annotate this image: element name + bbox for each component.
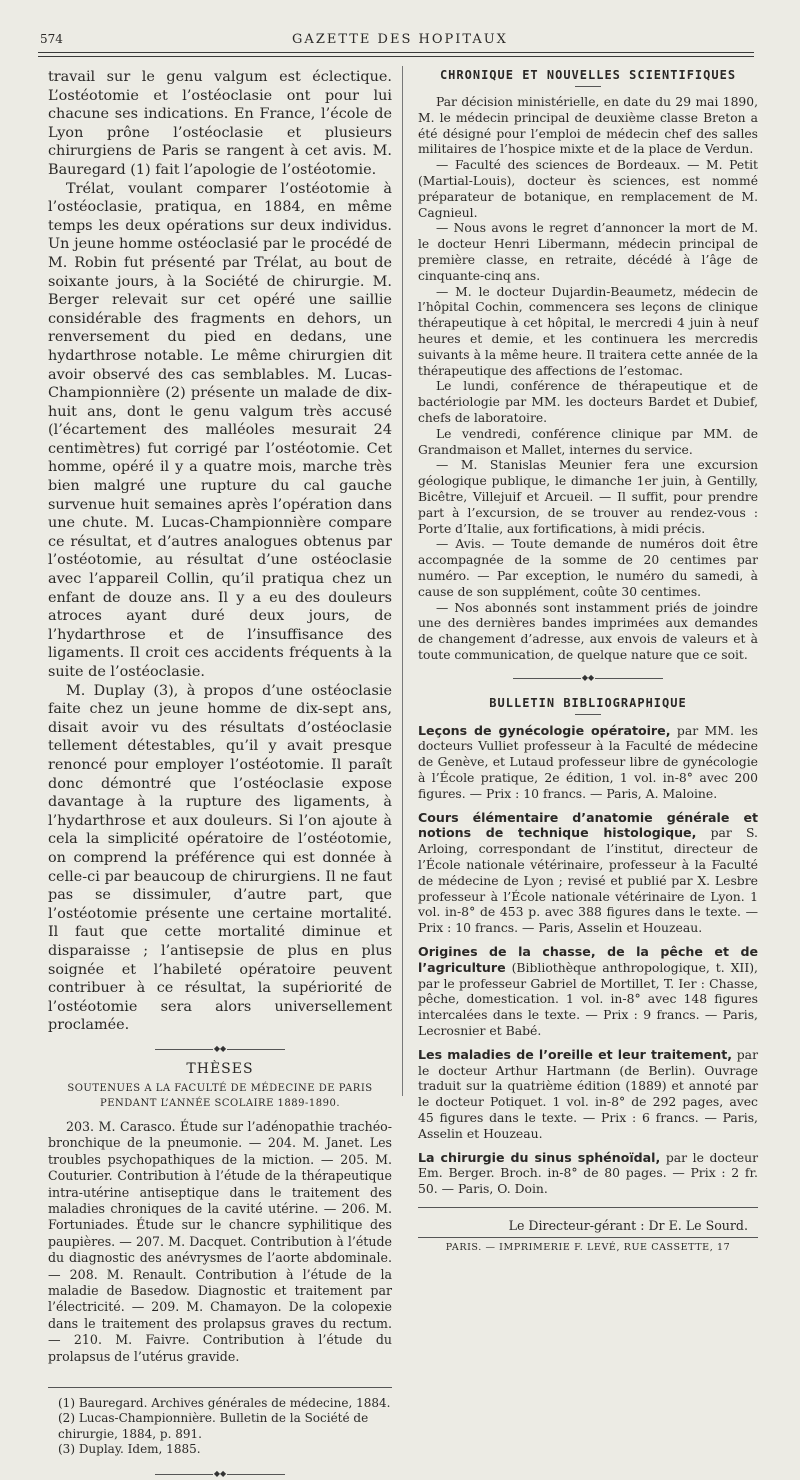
ornament-divider: ◆◆ xyxy=(513,674,663,684)
footnote: (1) Bauregard. Archives générales de médecine, 1884. xyxy=(58,1395,391,1410)
news-paragraph: — Nous avons le regret d’annoncer la mort de M. le docteur Henri Libermann, médecin principal de première classe, en retraite, décédé à l’âge de cinquante-cinq ans. xyxy=(418,221,758,283)
footnote: (3) Duplay. Idem, 1885. xyxy=(58,1442,201,1457)
news-paragraph: — Avis. — Toute demande de numéros doit être accompagnée de la somme de 20 centimes par numéro. — Par exception, le numéro du samedi, à cause de son supplément, coûte 30 centimes. xyxy=(418,537,758,599)
chronique-heading: CHRONIQUE ET NOUVELLES SCIENTIFIQUES xyxy=(439,68,737,82)
book-title: Cours élémentaire d’anatomie générale et notions de technique histologique, xyxy=(418,809,758,841)
news-paragraph: — M. Stanislas Meunier fera une excursion géologique publique, le dimanche 1er juin, à Gentilly, Bicêtre, Villejuif et Arcueil. — Il suffit, pour prendre part à l’excursion, de se trouver au rendez-vous : Porte d’Italie, aux fortifications, à midi précis. xyxy=(418,458,758,536)
header-rule-double xyxy=(38,56,754,57)
theses-subtitle: SOUTENUES A LA FACULTÉ DE MÉDECINE DE PARIS xyxy=(67,1082,373,1094)
bibliography-entry xyxy=(418,1150,758,1197)
book-title: Leçons de gynécologie opératoire, xyxy=(418,722,671,738)
theses-heading: THÈSES xyxy=(186,1060,254,1077)
journal-title: GAZETTE DES HOPITAUX xyxy=(292,32,508,47)
header-rule xyxy=(38,52,754,53)
page-number: 574 xyxy=(40,32,63,46)
heading-rule xyxy=(575,86,601,87)
book-title: La chirurgie du sinus sphénoïdal, xyxy=(418,1149,661,1165)
book-details: par MM. les docteurs Vulliet professeur à la Faculté de médecine de Genève, et Lutaud professeur libre de gynécologie à l’École pratique, 2e édition, 1 vol. in-8° avec 200 figures. — Prix : 10 francs. — Paris, A. Maloine. xyxy=(418,722,758,801)
article-body xyxy=(48,68,392,1035)
printer-imprint: PARIS. — IMPRIMERIE F. LEVÉ, RUE CASSETTE, 17 xyxy=(445,1242,731,1253)
theses-list: 203. M. Carasco. Étude sur l’adénopathie trachéo-bronchique de la pneumonie. — 204. M. Janet. Les troubles psychopathiques de la miction. — 205. M. Couturier. Contribution à l’étude de la thérapeutique intra-utérine antiseptique dans le traitement des maladies chroniques de la cavité utérine. — 206. M. Fortuniades. Étude sur le chancre syphilitique des paupières. — 207. M. Dacquet. Contribution à l’étude du diagnostic des anévrysmes de l’aorte abdominale. — 208. M. Renault. Contribution à l’étude de la maladie de Basedow. Diagnostic et traitement par l’électricité. — 209. M. Chamayon. De la colopexie dans le traitement des prolapsus graves du rectum. — 210. M. Faivre. Contribution à l’étude du prolapsus de l’utérus gravide. xyxy=(48,1118,392,1364)
article-paragraph: M. Duplay (3), à propos d’une ostéoclasie faite chez un jeune homme de dix-sept ans, disait avoir vu des résultats d’ostéoclasie tellement détestables, qu’il y avait presque renoncé pour employer l’ostéotomie. Il paraît donc démontré que l’ostéoclasie expose davantage à la rupture des ligaments, à l’hydarthrose et aux douleurs. Si l’on ajoute à cela la simplicité opératoire de l’ostéotomie, on comprend la préférence qui est donnée à celle-ci par beaucoup de chirurgiens. Il ne faut pas se dissimuler, d’autre part, que l’ostéotomie présente une certaine mortalité. Il faut que cette mortalité diminue et disparaisse ; l’antisepsie de plus en plus soignée et l’habileté opératoire peuvent contribuer à ce résultat, la supériorité de l’ostéotomie sera alors universellement proclamée. xyxy=(48,682,392,1034)
book-details: (Bibliothèque anthropologique, t. XII), par le professeur Gabriel de Mortillet, T. Ier : Chasse, pêche, domestication. 1 vol. in-8° avec 148 figures intercalées dans le texte. — Prix : 9 francs. — Paris, Lecrosnier et Babé. xyxy=(418,959,758,1039)
bibliography-entry xyxy=(418,723,758,802)
printer-rule xyxy=(418,1237,758,1238)
book-title: Les maladies de l’oreille et leur traitement, xyxy=(418,1046,733,1062)
news-paragraph: Le vendredi, conférence clinique par MM. de Grandmaison et Mallet, internes du service. xyxy=(418,426,758,457)
signature-rule xyxy=(418,1207,758,1208)
article-paragraph: Trélat, voulant comparer l’ostéotomie à l’ostéoclasie, pratiqua, en 1884, en même temps les deux opérations sur deux individus. Un jeune homme ostéoclasié par le procédé de M. Robin fut présenté par Trélat, au bout de soixante jours, à la Société de chirurgie. M. Berger relevait sur cet opéré une saillie considérable des fragments en dehors, un renversement du pied en dedans, une hydarthrose notable. Le même chirurgien dit avoir observé des cas semblables. M. Lucas-Championnière (2) présente un malade de dix-huit ans, dont le genu valgum très accusé (l’écartement des malléoles mesurait 24 centimètres) fut corrigé par l’ostéotomie. Cet homme, opéré il y a quatre mois, marche très bien malgré une rupture du cal gauche survenue huit semaines après l’opération dans une chute. M. Lucas-Championnière compare ce résultat, et d’autres analogues obtenus par l’ostéotomie, au résultat d’une ostéoclasie avec l’appareil Collin, qu’il pratiqua chez un enfant de douze ans. Il y a eu des douleurs atroces ayant duré deux jours, de l’hydarthrose et de l’insuffisance des ligaments. Il croit ces accidents fréquents à la suite de l’ostéoclasie. xyxy=(48,180,392,680)
news-paragraph: Le lundi, conférence de thérapeutique et de bactériologie par MM. les docteurs Bardet et Dubief, chefs de laboratoire. xyxy=(418,379,758,425)
bulletin-heading: BULLETIN BIBLIOGRAPHIQUE xyxy=(489,695,687,710)
news-paragraph: — M. le docteur Dujardin-Beaumetz, médecin de l’hôpital Cochin, commencera ses leçons de clinique thérapeutique à cet hôpital, le mercredi 4 juin à neuf heures et demie, et les continuera les mercredis suivants à la même heure. Il traitera cette année de la thérapeutique des affections de l’estomac. xyxy=(418,284,758,378)
book-details: par le docteur Arthur Hartmann (de Berlin). Ouvrage traduit sur la quatrième édition (1889) et annoté par le docteur Potiquet. 1 vol. in-8° de 292 pages, avec 45 figures dans le texte. — Prix : 6 francs. — Paris, Asselin et Houzeau. xyxy=(418,1046,758,1141)
book-details: par S. Arloing, correspondant de l’institut, directeur de l’École nationale vétérinaire, professeur à la Faculté de médecine de Lyon ; revisé et publié par X. Lesbre professeur à l’École nationale vétérinaire de Lyon. 1 vol. in-8° de 453 p. avec 388 figures dans le texte. — Prix : 10 francs. — Paris, Asselin et Houzeau. xyxy=(418,825,758,936)
book-title: Origines de la chasse, de la pêche et de l’agriculture xyxy=(418,944,758,975)
director-signature: Le Directeur-gérant : Dr E. Le Sourd. xyxy=(508,1218,748,1233)
ornament-divider: ◆◆ xyxy=(155,1045,285,1055)
ornament-divider: ◆◆ xyxy=(155,1470,285,1480)
column-separator xyxy=(402,66,403,1096)
footnotes xyxy=(48,1396,392,1458)
right-column xyxy=(418,68,758,1253)
bibliography-entry xyxy=(418,1047,758,1142)
book-details: par le docteur Em. Berger. Broch. in-8° de 80 pages. — Prix : 2 fr. 50. — Paris, O. Doin. xyxy=(418,1149,758,1197)
bibliography-entry xyxy=(418,944,758,1039)
chronique-body xyxy=(418,95,758,664)
news-paragraph: — Faculté des sciences de Bordeaux. — M. Petit (Martial-Louis), docteur ès sciences, est nommé préparateur de botanique, en remplacement de M. Cagnieul. xyxy=(418,158,758,220)
footnote-rule xyxy=(48,1387,392,1388)
news-paragraph: Par décision ministérielle, en date du 29 mai 1890, M. le médecin principal de deuxième classe Breton a été désigné pour l’emploi de médecin chef des salles militaires de l’hospice mixte et de la place de Verdun. xyxy=(418,95,758,157)
article-paragraph: travail sur le genu valgum est éclectique. L’ostéotomie et l’ostéoclasie ont pour lui chacune ses indications. En France, l’école de Lyon prône l’ostéoclasie et plusieurs chirurgiens de Paris se rangent à cet avis. M. Bauregard (1) fait l’apologie de l’ostéotomie. xyxy=(48,69,392,178)
left-column xyxy=(48,68,392,1480)
heading-rule xyxy=(575,714,601,715)
theses-subtitle-2: PENDANT L’ANNÉE SCOLAIRE 1889-1890. xyxy=(99,1097,340,1109)
news-paragraph: — Nos abonnés sont instamment priés de joindre une des dernières bandes imprimées aux demandes de changement d’adresse, aux envois de valeurs et à toute communication, de quelque nature que ce soit. xyxy=(418,600,758,662)
footnote: (2) Lucas-Championnière. Bulletin de la Société de chirurgie, 1884, p. 891. xyxy=(58,1411,369,1441)
bibliography-entry xyxy=(418,810,758,936)
